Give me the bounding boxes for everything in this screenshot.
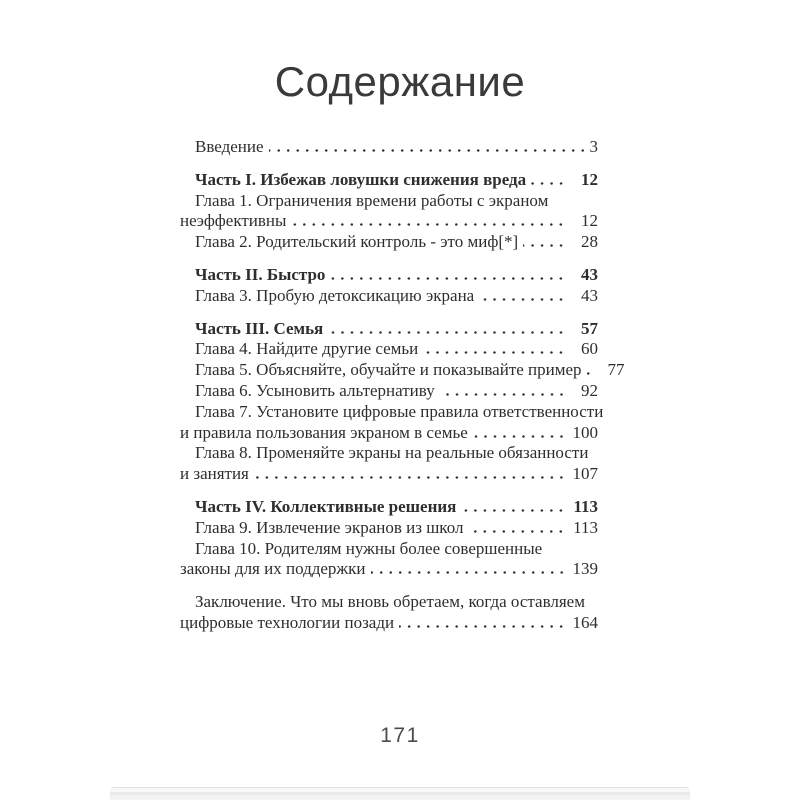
toc-entry-page-number: 28	[581, 232, 598, 252]
toc-entry-label: и правила пользования экраном в семье	[180, 422, 468, 442]
toc-entry-label: законы для их поддержки	[180, 559, 366, 579]
dot-leader	[371, 571, 566, 574]
toc-entry-label: Глава 9. Извлечение экранов из школ	[195, 517, 464, 537]
toc-entry-page-number: 100	[572, 422, 598, 442]
toc-entry-label: Глава 8. Променяйте экраны на реальные обязанности	[195, 443, 589, 463]
toc-entry-label: Глава 7. Установите цифровые правила ответственности	[195, 401, 604, 421]
dot-leader	[328, 331, 566, 334]
toc-entry-page-number: 3	[589, 137, 598, 156]
toc-entry-label: неэффективны	[180, 211, 287, 231]
toc-entry-label: Глава 1. Ограничения времени работы с экраном	[195, 190, 549, 210]
toc-entry-label: и занятия	[180, 464, 249, 484]
toc-entry-line	[180, 381, 598, 402]
toc-group	[180, 497, 598, 580]
toc-entry-label: Часть I. Избежав ловушки снижения вреда	[195, 169, 527, 189]
toc-entry-line	[180, 232, 598, 253]
dot-leader	[461, 509, 566, 512]
toc-entry-line	[180, 211, 598, 232]
dot-leader	[269, 149, 587, 152]
toc-entry-line	[180, 265, 598, 286]
toc-group	[180, 137, 598, 158]
dot-leader	[468, 530, 566, 533]
toc-entry-label: цифровые технологии позади	[180, 612, 395, 632]
toc-entry-page-number: 57	[581, 318, 598, 338]
dot-leader	[254, 476, 566, 479]
page-title: Содержание	[274, 58, 526, 105]
toc-entry-line	[180, 137, 598, 158]
toc-entry-line	[180, 518, 598, 539]
toc-entry-page-number: 60	[581, 339, 598, 359]
dot-leader	[423, 351, 566, 354]
toc-entry-label: Часть III. Семья	[195, 318, 324, 338]
toc-entry-page-number: 113	[573, 496, 598, 516]
toc-entry-page-number: 43	[581, 285, 598, 305]
toc-entry-label: Глава 3. Пробую детоксикацию экрана	[195, 285, 475, 305]
toc-entry-line	[180, 443, 598, 464]
toc-entry-line	[180, 423, 598, 444]
toc-entry-label: Часть IV. Коллективные решения	[195, 496, 457, 516]
toc-entry-line	[180, 360, 625, 381]
toc-group	[180, 592, 598, 634]
toc-group	[180, 265, 598, 307]
book-page-edges	[110, 787, 690, 800]
toc-entry-line	[180, 191, 598, 212]
toc-group	[180, 170, 598, 253]
dot-leader	[473, 435, 566, 438]
toc-entry-page-number: 77	[607, 360, 625, 380]
toc-entry-page-number: 107	[572, 464, 598, 484]
toc-entry-page-number: 12	[581, 211, 598, 231]
toc-entry-line	[180, 497, 598, 518]
dot-leader	[440, 393, 566, 396]
dot-leader	[330, 277, 566, 280]
toc-entry-page-number: 164	[572, 612, 598, 632]
toc-entry-line	[180, 613, 598, 634]
toc-entry-line	[180, 286, 598, 307]
toc-entry-label: Часть II. Быстро	[195, 264, 326, 284]
toc-entry-line	[180, 464, 598, 485]
table-of-contents	[180, 137, 625, 634]
dot-leader	[523, 244, 566, 247]
toc-entry-line	[180, 401, 604, 423]
toc-entry-label: Глава 5. Объясняйте, обучайте и показывайте пример	[195, 360, 582, 380]
toc-entry-page-number: 43	[581, 264, 598, 284]
toc-entry-line	[180, 539, 598, 560]
toc-entry-page-number: 12	[581, 169, 598, 189]
toc-entry-line	[180, 339, 598, 360]
toc-entry-line	[180, 319, 598, 340]
toc-entry-label: Введение	[195, 137, 264, 156]
toc-entry-label: Глава 6. Усыновить альтернативу	[195, 380, 435, 400]
toc-entry-page-number: 92	[581, 380, 598, 400]
dot-leader	[291, 223, 566, 226]
dot-leader	[399, 625, 566, 628]
toc-group	[180, 318, 625, 485]
dot-leader	[531, 182, 566, 185]
toc-entry-line	[180, 592, 598, 613]
toc-entry-page-number: 113	[573, 517, 598, 537]
page-number: 171	[380, 724, 420, 747]
toc-entry-label: Глава 4. Найдите другие семьи	[195, 339, 419, 359]
toc-entry-line	[180, 170, 598, 191]
toc-entry-label: Глава 2. Родительский контроль - это миф[*]	[195, 232, 519, 252]
toc-entry-label: Заключение. Что мы вновь обретаем, когда оставляем	[195, 592, 585, 612]
toc-entry-page-number: 139	[572, 559, 598, 579]
dot-leader	[479, 298, 566, 301]
toc-entry-line	[180, 559, 598, 580]
toc-entry-label: Глава 10. Родителям нужны более совершенные	[195, 538, 543, 558]
